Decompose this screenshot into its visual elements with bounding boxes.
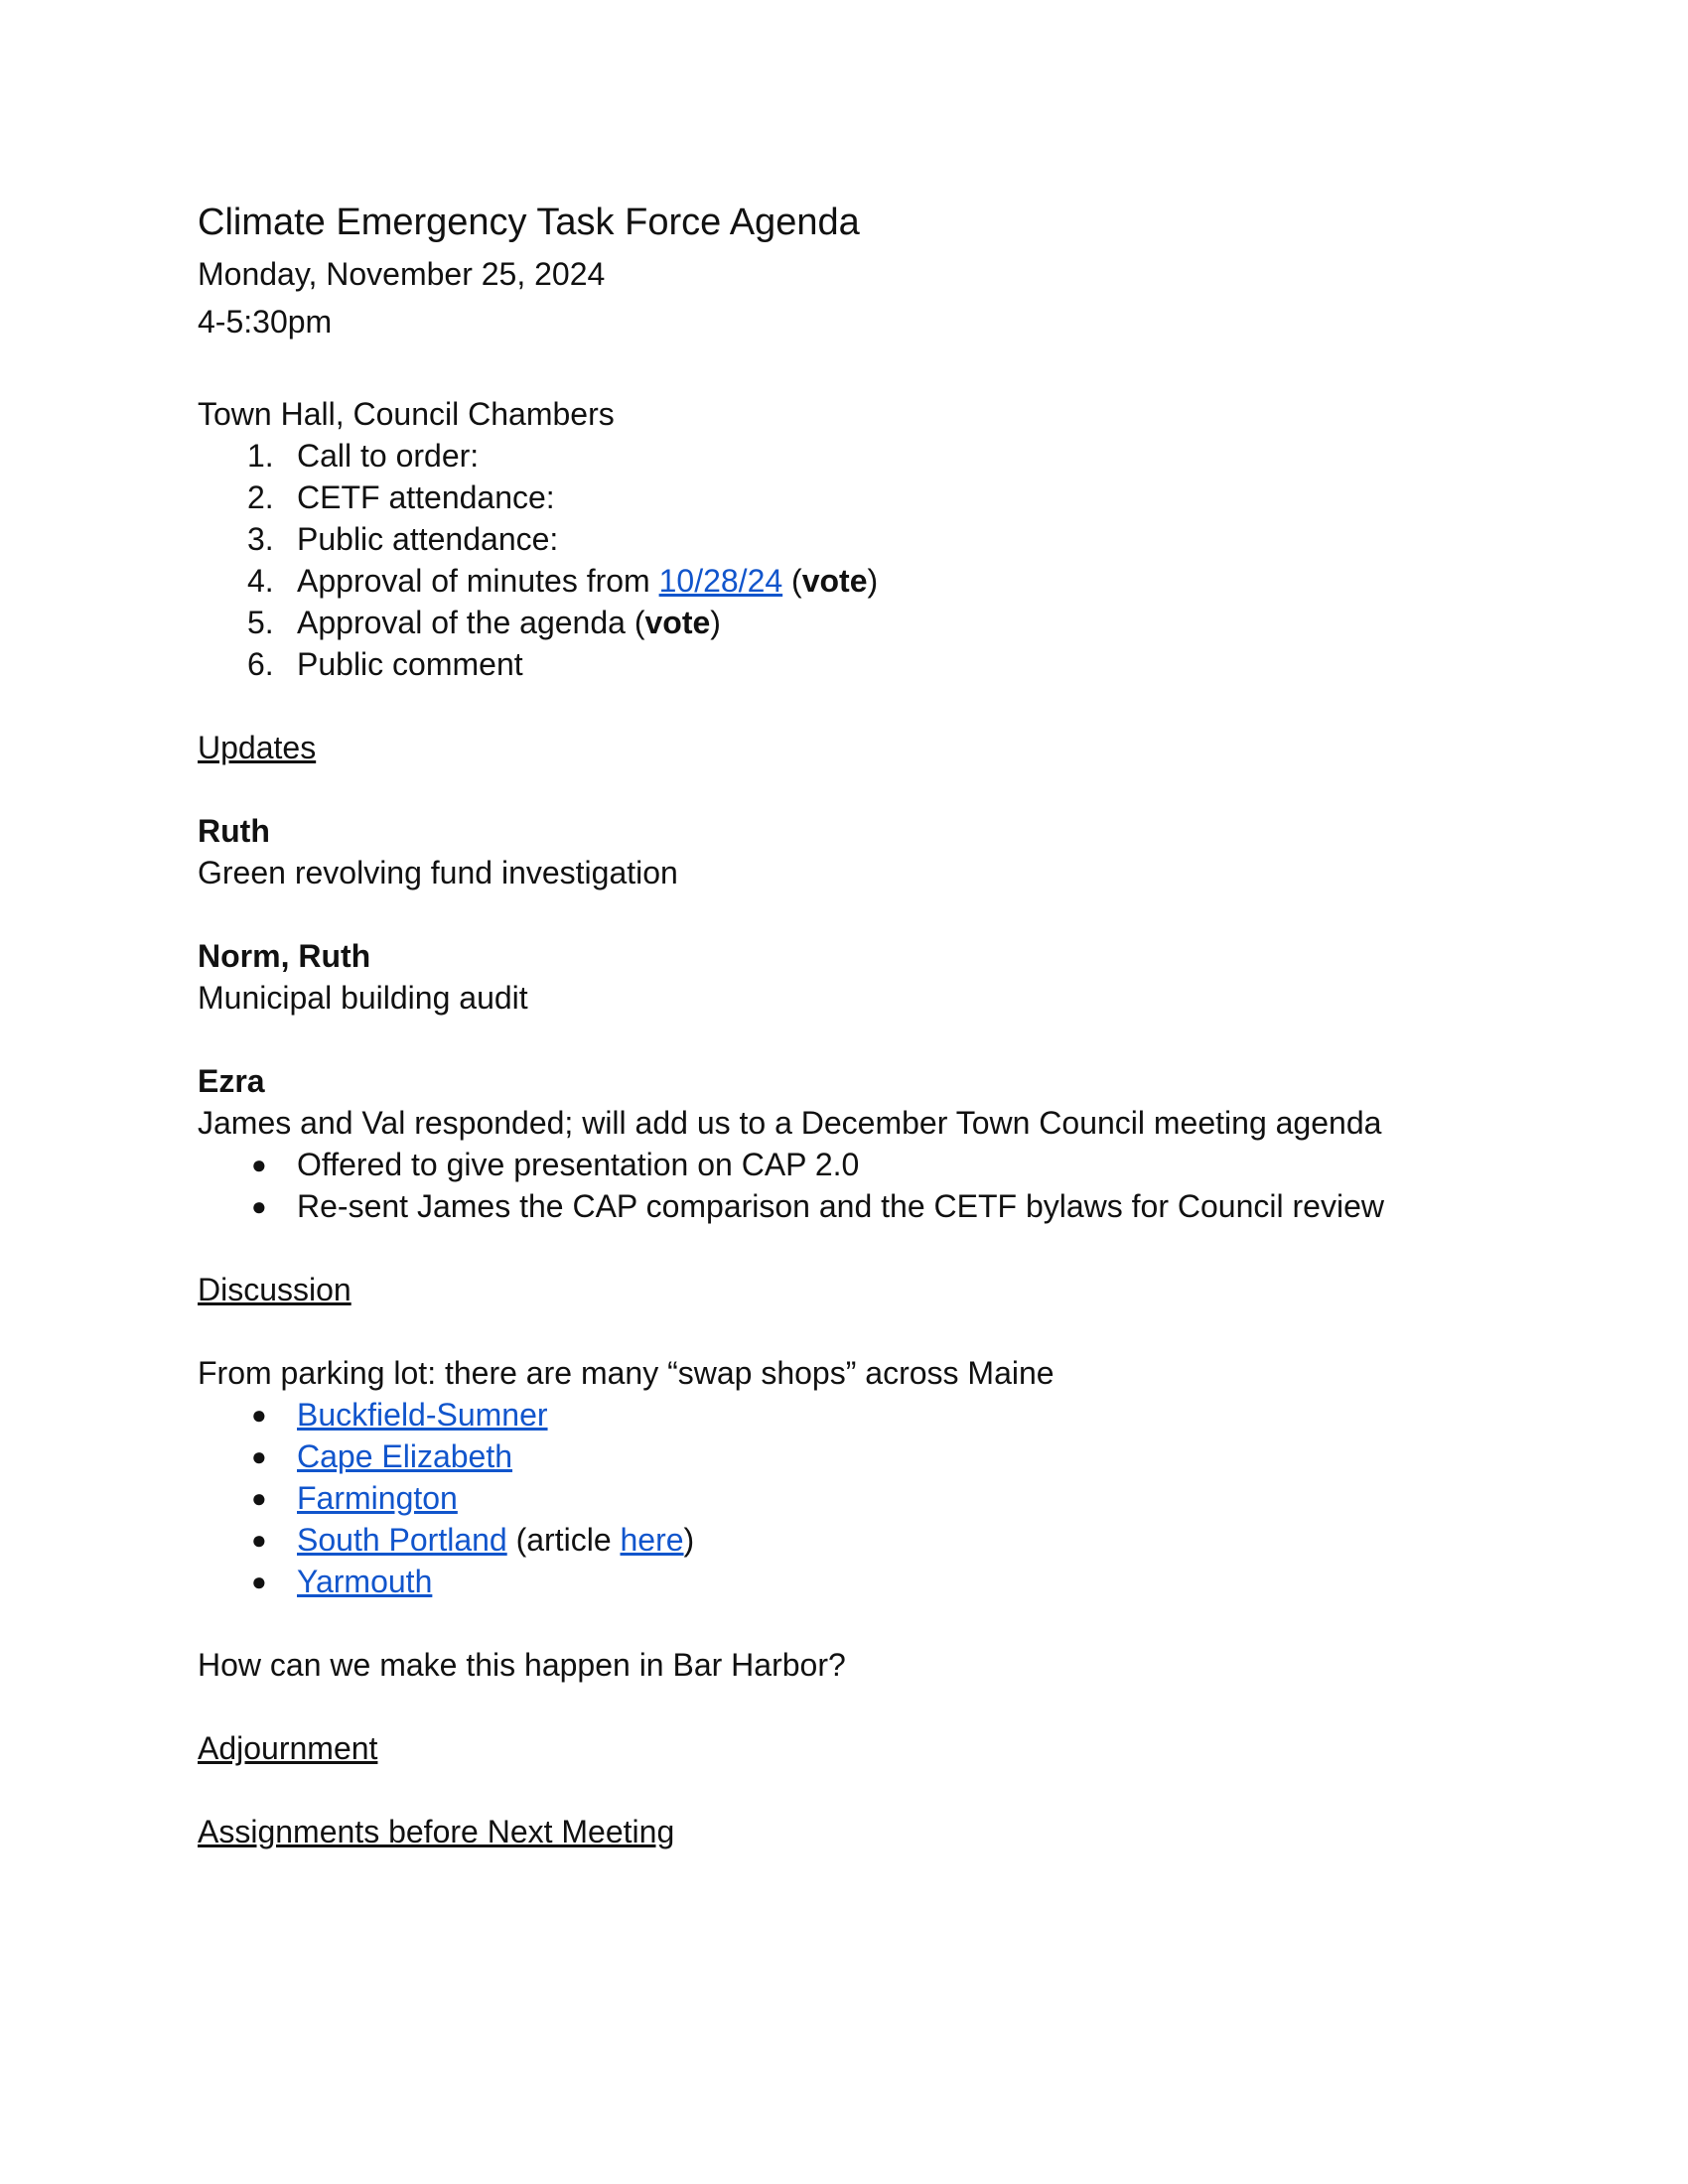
agenda-item-number: 5.: [247, 605, 274, 640]
agenda-item: [198, 518, 1508, 560]
bullet-icon: ●: [251, 1400, 267, 1430]
bullet-icon: ●: [251, 1525, 267, 1555]
agenda-item: [198, 602, 1508, 643]
article-here-link[interactable]: here: [620, 1522, 684, 1558]
agenda-item: [198, 560, 1508, 602]
list-item: [198, 1144, 1508, 1185]
document-title: Climate Emergency Task Force Agenda: [198, 202, 860, 243]
farmington-link[interactable]: Farmington: [297, 1480, 458, 1516]
buckfield-sumner-link[interactable]: Buckfield-Sumner: [297, 1397, 548, 1433]
paren-close: ): [867, 563, 879, 599]
meeting-location: Town Hall, Council Chambers: [198, 396, 615, 432]
yarmouth-link[interactable]: Yarmouth: [297, 1564, 433, 1599]
update-person: Norm, Ruth: [198, 938, 371, 974]
agenda-item-number: 4.: [247, 563, 274, 599]
agenda-item-number: 1.: [247, 438, 274, 474]
meeting-time: 4-5:30pm: [198, 304, 333, 340]
agenda-item-text: CETF attendance:: [297, 479, 555, 515]
discussion-question: How can we make this happen in Bar Harbor?: [198, 1647, 846, 1683]
vote-label: vote: [801, 563, 868, 599]
agenda-item: [198, 435, 1508, 477]
agenda-item-number: 2.: [247, 479, 274, 515]
agenda-item: [198, 643, 1508, 685]
agenda-item-number: 6.: [247, 646, 274, 682]
paren-close: ): [710, 605, 721, 640]
update-person: Ezra: [198, 1063, 265, 1099]
vote-label: vote: [644, 605, 711, 640]
agenda-item-text: Public attendance:: [297, 521, 559, 557]
list-item: [198, 1394, 1508, 1435]
article-close: ): [683, 1522, 695, 1558]
article-text: (article: [506, 1522, 621, 1558]
south-portland-link[interactable]: South Portland: [297, 1522, 507, 1558]
bullet-icon: ●: [251, 1191, 267, 1221]
update-text: Municipal building audit: [198, 980, 528, 1016]
bullet-icon: ●: [251, 1150, 267, 1179]
cape-elizabeth-link[interactable]: Cape Elizabeth: [297, 1438, 513, 1474]
agenda-item: [198, 477, 1508, 518]
swap-shop-list: [198, 1394, 1508, 1602]
update-text: James and Val responded; will add us to a December Town Council meeting agenda: [198, 1105, 1382, 1141]
discussion-intro: From parking lot: there are many “swap shops” across Maine: [198, 1355, 1055, 1391]
list-item-text: Offered to give presentation on CAP 2.0: [297, 1147, 860, 1182]
assignments-heading: Assignments before Next Meeting: [198, 1814, 675, 1849]
agenda-item-text: Approval of minutes from: [297, 563, 659, 599]
paren-open: (: [782, 563, 802, 599]
agenda-item-number: 3.: [247, 521, 274, 557]
update-text: Green revolving fund investigation: [198, 855, 678, 890]
meeting-date: Monday, November 25, 2024: [198, 256, 606, 292]
list-item: [198, 1185, 1508, 1227]
list-item: [198, 1477, 1508, 1519]
discussion-heading: Discussion: [198, 1272, 352, 1307]
agenda-document: [198, 195, 1508, 1852]
update-person: Ruth: [198, 813, 270, 849]
agenda-list: [198, 435, 1508, 685]
agenda-item-text: Call to order:: [297, 438, 480, 474]
agenda-item-text: Approval of the agenda (: [297, 605, 645, 640]
ezra-bullet-list: [198, 1144, 1508, 1227]
list-item: [198, 1435, 1508, 1477]
bullet-icon: ●: [251, 1441, 267, 1471]
list-item: [198, 1561, 1508, 1602]
bullet-icon: ●: [251, 1483, 267, 1513]
list-item: [198, 1519, 1508, 1561]
updates-heading: Updates: [198, 730, 317, 765]
list-item-text: Re-sent James the CAP comparison and the CETF bylaws for Council review: [297, 1188, 1384, 1224]
bullet-icon: ●: [251, 1567, 267, 1596]
agenda-item-text: Public comment: [297, 646, 523, 682]
minutes-link[interactable]: 10/28/24: [658, 563, 783, 599]
adjournment-heading: Adjournment: [198, 1730, 378, 1766]
